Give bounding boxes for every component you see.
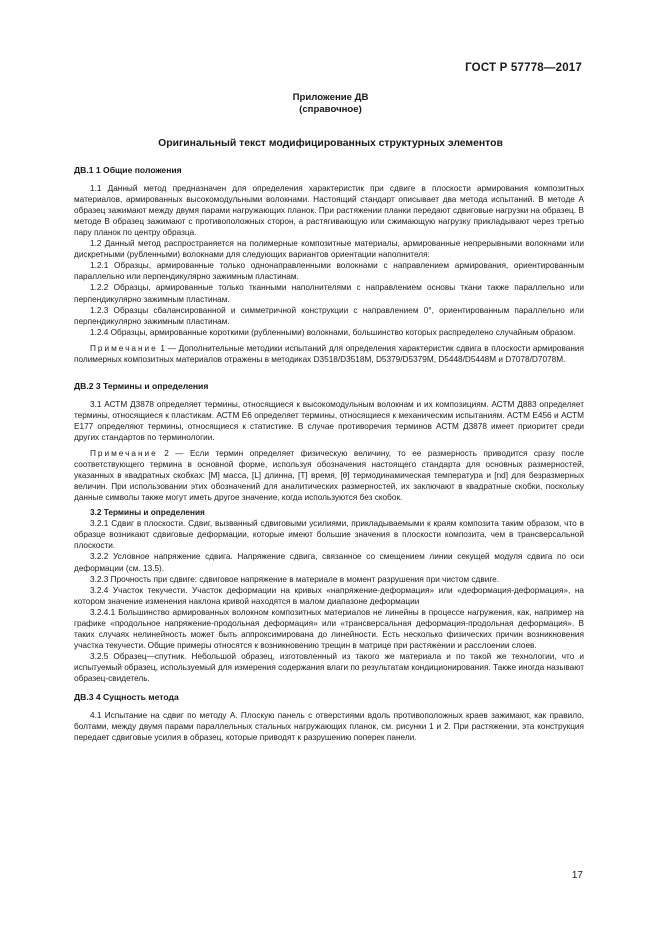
term-definition: 3.2.2 Условное напряжение сдвига. Напряжение сдвига, связанное со смещением линии секущей модуля сдвига по оси деформации (см. 13.5).	[74, 552, 584, 573]
page-number: 17	[571, 870, 583, 881]
document-title: Оригинальный текст модифицированных структурных элементов	[158, 138, 503, 149]
document-body	[74, 164, 584, 743]
section-heading: ДВ.1 1 Общие положения	[74, 165, 182, 175]
section-heading: ДВ.2 3 Термины и определения	[74, 380, 209, 391]
term-definition: 3.2.4 Участок текучести. Участок деформации на кривых «напряжение-деформация» или «деформация-деформация», на котором значение изменения наклона кривой находятся в малом диапазоне деформации	[74, 585, 584, 606]
paragraph: 4.1 Испытание на сдвиг по методу А. Плоскую панель с отверстиями вдоль противоположных краев зажимают, как правило, болтами, между двумя парами параллельных стальных нагружающих планок, см. рисунки 1 и 2. При растяжении, эта конструкция передает сдвиговые усилия в образец, которые приводят к разрушению поперек панели.	[74, 711, 584, 743]
paragraph: 1.2.4 Образцы, армированные короткими (рубленными) волокнами, большинство которых распределено случайным образом.	[90, 327, 576, 337]
section-heading: ДВ.3 4 Сущность метода	[74, 692, 179, 703]
paragraph: 1.2.3 Образцы сбалансированной и симметричной конструкции с направлением 0°, ориентированным параллельно или перпендикулярно зажимным пластинам.	[74, 305, 584, 326]
term-definition: 3.2.4.1 Большинство армированных волокном композитных материалов не линейны в процессе нагружения, как, например на графике «продольное напряжение-продольная деформация» или «трансверсальная деформация-продольная деформация». В таких случаях нелинейность может быть аппроксимирована до линейности. Есть несколько физических причин возникновения участка текучести. Общие примеры относятся к возникновению трещин в матрице при растяжении и расслоении слоев.	[74, 607, 584, 650]
term-definition: 3.2.3 Прочность при сдвиге: сдвиговое напряжение в материале в момент разрушения при чистом сдвиге.	[90, 574, 500, 584]
note-label: Примечание	[90, 343, 158, 353]
term-definition: 3.2.1 Сдвиг в плоскости. Сдвиг, вызванный сдвиговыми усилиями, прикладываемыми к краям композита таким образом, что в образце возникают сдвиговые деформации, которые имеют большие значения в плоскости композита, чем в трансверсальной плоскости.	[74, 519, 584, 551]
subsection-heading: 3.2 Термины и определения	[90, 508, 205, 518]
paragraph: 3.1 АСТМ Д3878 определяет термины, относящиеся к высокомодульным волокнам и их композициям. АСТМ Д883 определяет термины, относящиеся к пластикам. АСТМ Е6 определяет термины, относящиеся к механическим испытаниям. АСТМ Е456 и АСТМ Е177 определяют термины, относящиеся к статистике. В случае противоречия терминов АСТМ Д3878 имеет приоритет среди других стандартов по терминологии.	[74, 399, 584, 442]
paragraph: 1.2 Данный метод распространяется на полимерные композитные материалы, армированные непрерывными волокнами или дискретными (рубленными) волокнами для следующих вариантов ориентации наполнителя:	[74, 239, 584, 260]
note	[74, 448, 584, 503]
paragraph: 1.2.1 Образцы, армированные только однонаправленными волокнами с направлением армирования, ориентированным параллельно или перпендикулярно зажимным пластинам.	[74, 261, 584, 282]
note-text: 2 — Если термин определяет физическую величину, то ее размерность приводится сразу после соответствующего термина в основной форме, используя обозначения настоящего стандарта для основных размерностей, указанных в квадратных скобках: [M] масса, [L] длинна, [T] время, [θ] термодинамическая температура и [nd] для безразмерных величин. При использовании этих обозначений для аналитических размерностей, их заключают в квадратные скобки, поскольку данные символы также могут иметь другое значение, когда используются без скобок.	[74, 449, 584, 503]
paragraph: 1.1 Данный метод предназначен для определения характеристик при сдвиге в плоскости армирования композитных материалов, армированных высокомодульными волокнами. Настоящий стандарт описывает два метода испытаний. В методе А образец зажимают между двумя парами нагружающих планок. При растяжении планки передают сдвиговые нагрузки на образец. В методе В образец зажимают с противоположных сторон, а растягивающую или сжимающую нагрузку прикладывают через третью пару планок по центру образца.	[74, 184, 584, 238]
note-text: 1 — Дополнительные методики испытаний для определения характеристик сдвига в плоскости армирования полимерных композитных материалов отражены в методиках D3518/D3518M, D5379/D5379M, D5448/D5448M и D7078/D7078M.	[74, 343, 584, 364]
paragraph: 1.2.2 Образцы, армированные только тканными наполнителями с направлением основы ткани также параллельно или перпендикулярно зажимным пластинам.	[74, 283, 584, 304]
appendix-title: Приложение ДВ	[292, 92, 369, 103]
appendix-note: (справочное)	[299, 104, 362, 115]
note-label: Примечание	[90, 449, 158, 459]
note	[74, 343, 584, 365]
standard-designation: ГОСТ Р 57778—2017	[465, 62, 582, 74]
term-definition: 3.2.5 Образец—спутник. Небольшой образец, изготовленный из такого же материала и по такой же технологии, что и испытуемый образец, используемый для измерения содержания влаги по результатам кондиционирования. Также иногда называют образец-свидетель.	[74, 651, 584, 683]
